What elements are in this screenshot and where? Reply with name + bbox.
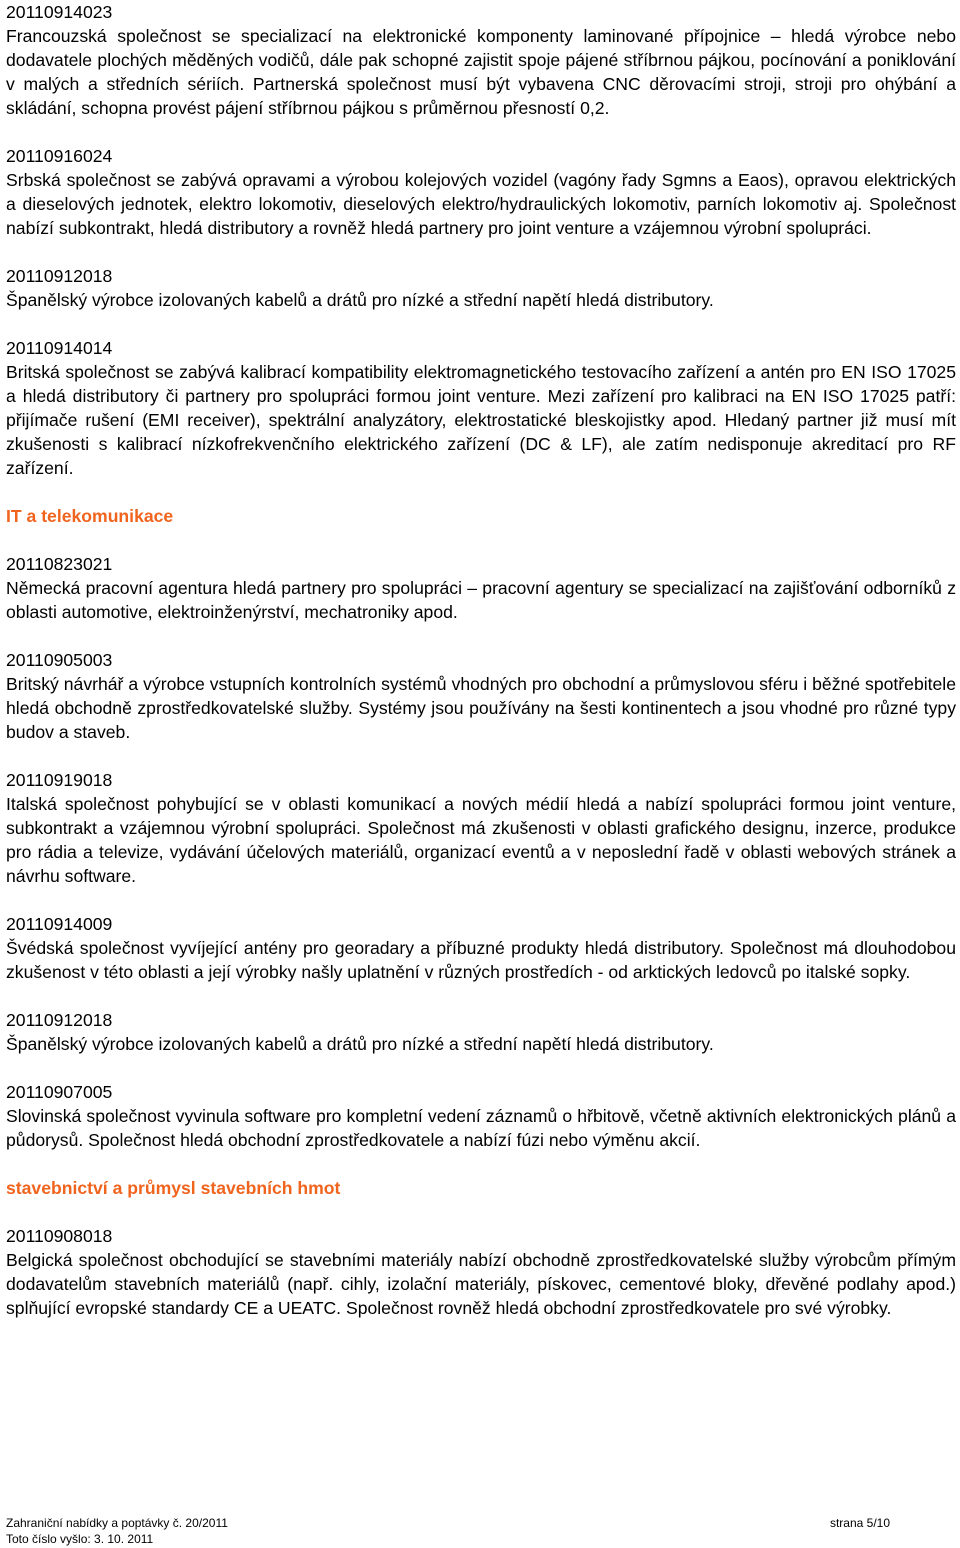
offer-text: Belgická společnost obchodující se stavebními materiály nabízí obchodně zprostředkovatelské služby výrobcům přímým dodavatelům stavebních materiálů (např. cihly, izolační materiály, pískovec, cementové bloky, dřevěné podlahy apod.) splňující evropské standardy CE a UEATC. Společnost rovněž hledá obchodní zprostředkovatele pro své výrobky. bbox=[6, 1250, 956, 1318]
offer-id: 20110914023 bbox=[6, 2, 113, 22]
offer-text: Španělský výrobce izolovaných kabelů a drátů pro nízké a střední napětí hledá distributory. bbox=[6, 1034, 714, 1054]
offer-entry bbox=[6, 336, 956, 480]
footer-publication: Zahraniční nabídky a poptávky č. 20/2011 bbox=[6, 1516, 228, 1530]
page-footer bbox=[6, 1515, 890, 1547]
offer-id: 20110914014 bbox=[6, 338, 113, 358]
offer-id: 20110916024 bbox=[6, 146, 113, 166]
offer-text: Slovinská společnost vyvinula software pro kompletní vedení záznamů o hřbitově, včetně aktivních elektronických plánů a půdorysů. Společnost hledá obchodní zprostředkovatele a nabízí fúzi nebo výměnu akcií. bbox=[6, 1106, 956, 1150]
offer-id: 20110908018 bbox=[6, 1226, 113, 1246]
footer-line bbox=[6, 1531, 890, 1547]
offer-entry bbox=[6, 264, 956, 312]
offer-entry bbox=[6, 144, 956, 240]
offer-id: 20110914009 bbox=[6, 914, 113, 934]
offer-text: Britská společnost se zabývá kalibrací kompatibility elektromagnetického testovacího zařízení a antén pro EN ISO 17025 a hledá distributory či partnery pro spolupráci formou joint venture. Mezi zařízení pro kalibraci na EN ISO 17025 patří: přijímače rušení (EMI receiver), spektrální analyzátory, elektrostatické bleskojistky apod. Hledaný partner již musí mít zkušenosti s kalibrací nízkofrekvenčního elektrického zařízení (DC & LF), ale zatím nedisponuje akreditací pro RF zařízení. bbox=[6, 362, 956, 478]
offer-entry bbox=[6, 1224, 956, 1320]
offer-text: Britský návrhář a výrobce vstupních kontrolních systémů vhodných pro obchodní a průmyslovou sféru i běžné spotřebitele hledá obchodně zprostředkovatelské služby. Systémy jsou používány na šesti kontinentech a jsou vhodné pro různé typy budov a staveb. bbox=[6, 674, 956, 742]
offer-text: Španělský výrobce izolovaných kabelů a drátů pro nízké a střední napětí hledá distributory. bbox=[6, 290, 714, 310]
footer-page-number: strana 5/10 bbox=[829, 1516, 890, 1530]
offer-entry bbox=[6, 552, 956, 624]
offer-id: 20110912018 bbox=[6, 266, 113, 286]
offer-entry bbox=[6, 912, 956, 984]
offer-text: Srbská společnost se zabývá opravami a výrobou kolejových vozidel (vagóny řady Sgmns a Eaos), opravou elektrických a dieselových jednotek, elektro lokomotiv, dieselových elektro/hydraulických lokomotiv, parních lokomotiv aj. Společnost nabízí subkontrakt, hledá distributory a rovněž hledá partnery pro joint venture a vzájemnou výrobní spolupráci. bbox=[6, 170, 956, 238]
offer-text: Švédská společnost vyvíjející antény pro georadary a příbuzné produkty hledá distributory. Společnost má dlouhodobou zkušenost v této oblasti a její výrobky našly uplatnění v různých prostředích - od arktických ledovců po italské sopky. bbox=[6, 938, 956, 982]
document-content bbox=[6, 0, 956, 1344]
offer-entry bbox=[6, 1080, 956, 1152]
offer-id: 20110919018 bbox=[6, 770, 113, 790]
offer-id: 20110907005 bbox=[6, 1082, 113, 1102]
offer-entry bbox=[6, 768, 956, 888]
offer-id: 20110905003 bbox=[6, 650, 113, 670]
section-heading-construction: stavebnictví a průmysl stavebních hmot bbox=[6, 1178, 341, 1198]
footer-line bbox=[6, 1515, 890, 1531]
footer-issue-date: Toto číslo vyšlo: 3. 10. 2011 bbox=[6, 1532, 154, 1546]
offer-entry bbox=[6, 648, 956, 744]
offer-id: 20110912018 bbox=[6, 1010, 113, 1030]
offer-text: Italská společnost pohybující se v oblasti komunikací a nových médií hledá a nabízí spolupráci formou joint venture, subkontrakt a vzájemnou výrobní spolupráci. Společnost má zkušenosti v oblasti grafického designu, inzerce, produkce pro rádia a televize, vydávání účelových materiálů, organizací eventů a v neposlední řadě v oblasti webových stránek a návrhu software. bbox=[6, 794, 956, 886]
section-heading-it: IT a telekomunikace bbox=[6, 506, 174, 526]
offer-text: Francouzská společnost se specializací na elektronické komponenty laminované přípojnice – hledá výrobce nebo dodavatele plochých měděných vodičů, dále pak schopné zajistit spoje pájené stříbrnou pájkou, pocínování a poniklování v malých a středních sériích. Partnerská společnost musí být vybavena CNC děrovacími stroji, stroji pro ohýbání a skládání, schopna provést pájení stříbrnou pájkou s průměrnou přesností 0,2. bbox=[6, 26, 956, 118]
offer-entry bbox=[6, 0, 956, 120]
offer-entry bbox=[6, 1008, 956, 1056]
offer-id: 20110823021 bbox=[6, 554, 113, 574]
offer-text: Německá pracovní agentura hledá partnery pro spolupráci – pracovní agentury se specializací na zajišťování odborníků z oblasti automotive, elektroinženýrství, mechatroniky apod. bbox=[6, 578, 956, 622]
